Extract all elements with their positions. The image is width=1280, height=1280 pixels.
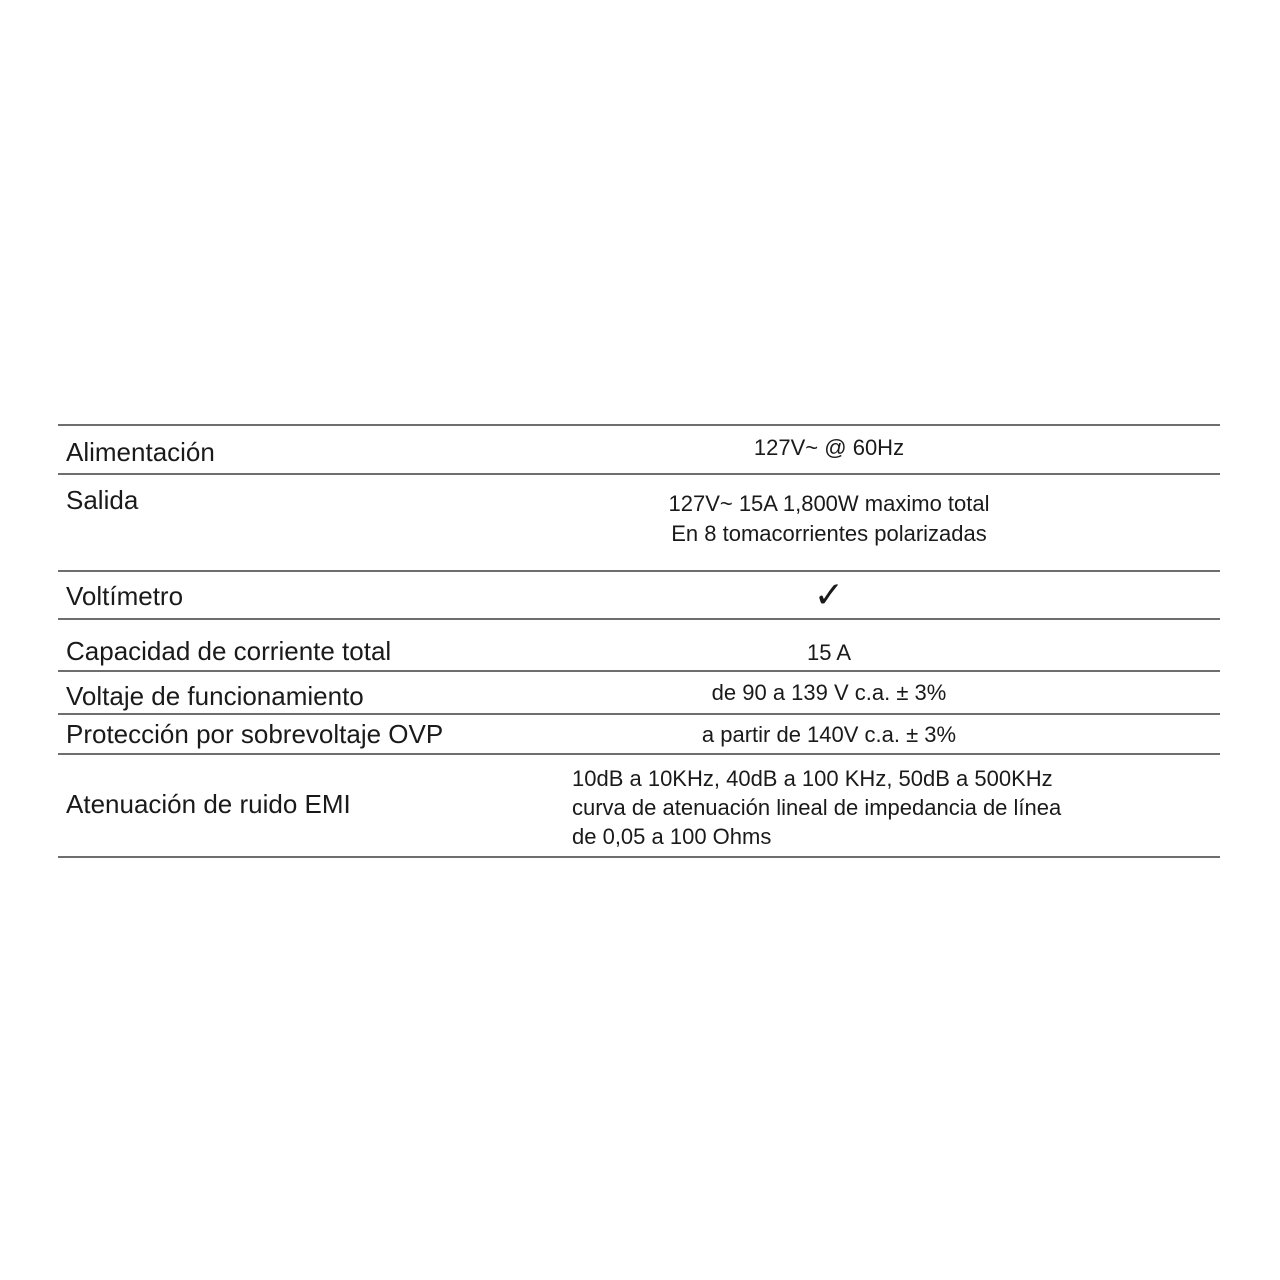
row-value-line: a partir de 140V c.a. ± 3% [701, 722, 957, 747]
table-row-ovp [58, 715, 1220, 755]
row-value-line: de 0,05 a 100 Ohms [572, 824, 772, 849]
row-value [438, 638, 1220, 668]
row-value-line: 15 A [806, 640, 852, 665]
row-value [438, 678, 1220, 708]
row-value [572, 764, 1061, 851]
table-row-voltaje [58, 672, 1220, 715]
row-label: Protección por sobrevoltaje OVP [66, 719, 444, 749]
row-value-line: 127V~ 15A 1,800W maximo total [668, 491, 990, 516]
row-value [438, 720, 1220, 750]
row-label: Salida [66, 485, 139, 515]
row-label: Atenuación de ruido EMI [66, 789, 351, 819]
table-row-alimentacion [58, 426, 1220, 475]
row-value-line: En 8 tomacorrientes polarizadas [671, 521, 987, 546]
table-row-capacidad [58, 620, 1220, 672]
row-value [438, 489, 1220, 549]
check-mark-icon: ✓ [813, 575, 845, 616]
row-label: Alimentación [66, 437, 215, 467]
table-row-voltimetro [58, 572, 1220, 620]
spec-table [58, 424, 1220, 858]
row-value [438, 433, 1220, 463]
table-row-emi [58, 755, 1220, 858]
row-label: Voltímetro [66, 581, 184, 611]
table-row-salida [58, 475, 1220, 572]
row-label: Capacidad de corriente total [66, 636, 392, 666]
row-value-line: de 90 a 139 V c.a. ± 3% [711, 680, 947, 705]
row-value-line: curva de atenuación lineal de impedancia de línea [572, 795, 1062, 820]
row-label: Voltaje de funcionamiento [66, 681, 364, 711]
row-value-line: 10dB a 10KHz, 40dB a 100 KHz, 50dB a 500KHz [572, 766, 1053, 791]
row-value-line: 127V~ @ 60Hz [753, 435, 905, 460]
